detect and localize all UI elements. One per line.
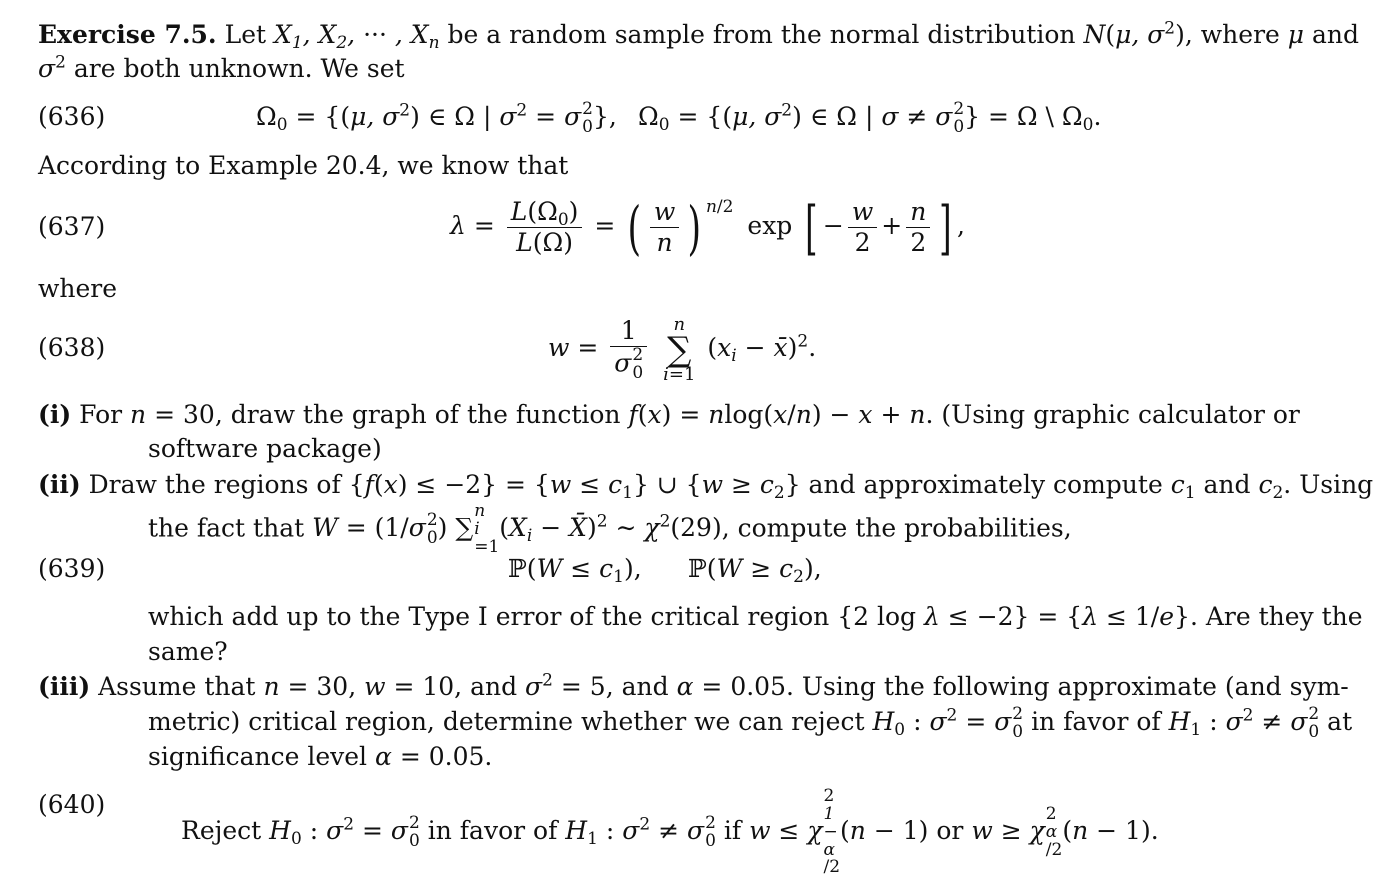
intro-text-e: are both unknown. We set [73,54,405,83]
item-ii-line-2: the fact that W = (1/σ 2 0 ) ∑ n i =1 ($X_i$ − X̄)$^2$ ∼ $\chi^2(29)$, compute the probabilities, [148,501,1072,557]
item-ii-line-3: which add up to the Type I error of the critical region {2 log λ ≤ −2} = {λ ≤ 1/e}. Are they the [148,602,1363,631]
item-i-text-c: . (Using graphic calculator or [925,400,1300,429]
equation-639-left: ℙ(W ≤ $c_1$), [508,554,642,587]
item-ii-label: (ii) [38,470,81,499]
sigma-squared: $\sigma^2$ [38,52,66,83]
equation-number-639: (639) [38,554,106,583]
equation-number-638: (638) [38,333,106,362]
exercise-intro-line-1 [38,18,1359,52]
item-iii-and: and [621,672,669,701]
item-ii-line-4: same? [148,637,228,666]
item-iii-text-b: , and [454,672,518,701]
intro-text-d: and [1311,20,1359,49]
item-iii-line-2: metric) critical region, determine whether we can reject $H_0$ : $\sigma^2 = \sigma$ 2 0 in favor of $H_1$ : $\sigma^2 \ne \sigma$ 2 0 at [148,703,1353,742]
equation-number-640: (640) [38,790,106,819]
item-ii-text-f: , compute the probabilities, [721,513,1072,543]
where-text: where [38,274,118,303]
item-i-text-b: , draw the graph of the function [214,400,621,429]
equation-number-637: (637) [38,212,106,241]
reject-word: Reject [181,816,262,846]
item-ii-text-b: and approximately compute [808,470,1163,499]
exercise-label: Exercise 7.5. [38,20,217,49]
equation-638: w = 1 σ 2 0 n ∑ i=1 ($x_i$ − x̄)$^2$. [548,313,817,385]
item-iii-line-1: (iii) Assume that n = 30, w = 10, and $\sigma^2 = 5$, and α = 0.05. Using the following approximate (and sym- [38,670,1349,701]
if-word: if [723,816,742,846]
item-ii-text-c: and [1203,470,1251,499]
item-ii-text-d: . Using [1283,470,1373,499]
equation-number-636: (636) [38,102,106,131]
exercise-intro-line-2 [38,52,405,86]
item-i-text-a: For [79,400,123,429]
omega-zero-def: $\Omega_0 = \{(\mu$, $\sigma^2$) ∈ Ω | $\sigma^2 = \sigma$ 2 0 }, [256,98,617,137]
item-ii-text-a: Draw the regions of [88,470,341,499]
mu-symbol: μ [1287,20,1305,49]
item-ii-text-h: . Are they the [1189,602,1363,631]
omega-zero-complement: $\Omega_0 = \{(\mu$, $\sigma^2$) ∈ Ω | σ ≠ σ 2 0 } = Ω \ $\Omega_0$. [638,98,1102,137]
summation: n ∑ i=1 [663,313,696,385]
normal-distribution: N(μ, $\sigma^2$) [1083,18,1185,49]
intro-text-a: Let [224,20,267,49]
sample-variables: $X_1$, $X_2$, ··· , $X_n$ [274,20,440,53]
item-i-label: (i) [38,400,72,429]
intro-text-b: be a random sample from the normal distribution [447,20,1076,49]
item-iii-text-g: significance level [148,742,368,771]
inverse-sigma-fraction: 1 σ 2 0 [610,316,647,383]
item-i-line-1: (i) For n = 30, draw the graph of the function f(x) = nlog(x/n) − x + n. (Using graphic calculator or [38,400,1300,429]
item-iii-line-3: significance level α = 0.05. [148,742,493,771]
item-iii-text-f: at [1327,707,1353,736]
item-iii-text-e: in favor of [1031,707,1161,736]
equation-639-right: ℙ(W ≥ $c_2$), [688,554,822,587]
item-iii-text-a: Assume that [98,672,256,701]
or-word: or [936,816,964,846]
item-iii-text-c: . Using the following approximate (and sym- [785,672,1349,701]
equation-637: λ = $\frac{L(\Omega_0)}{L(\Omega)}$ = ( $\frac{w}{n}$ ) $^{n/2}$ exp [ − $\frac{w}{2}$ + $\frac{n}{2}$ ] , [450,193,965,262]
intro-text-c: , where [1184,20,1280,49]
likelihood-ratio-fraction: $\frac{L(\Omega_0)}{L(\Omega)}$ [507,197,583,258]
item-ii-line-1: (ii) Draw the regions of $\{f(x) \le -2\} = \{w \le c_1\}$ ∪ $\{w \ge c_2\}$ and approximately compute $c_1$ and $c_2$. Using [38,470,1373,503]
item-ii-text-e: the fact that [148,513,305,543]
in-favor-text: in favor of [427,816,558,846]
equation-640: Reject $H_0$ : $\sigma^2 = \sigma$ 2 0 in favor of $H_1$ : $\sigma^2 \ne \sigma$ 2 0 if w ≤ χ 2 1 − α /2 (n − 1) or w ≥ χ 2 α /2 (n − 1). [181,786,1159,877]
item-iii-label: (iii) [38,672,91,701]
item-iii-text-d: metric) critical region, determine whether we can reject [148,707,865,736]
according-text: According to Example 20.4, we know that [38,151,569,180]
item-i-line-2: software package) [148,434,382,463]
item-ii-text-g: which add up to the Type I error of the critical region [148,602,830,631]
